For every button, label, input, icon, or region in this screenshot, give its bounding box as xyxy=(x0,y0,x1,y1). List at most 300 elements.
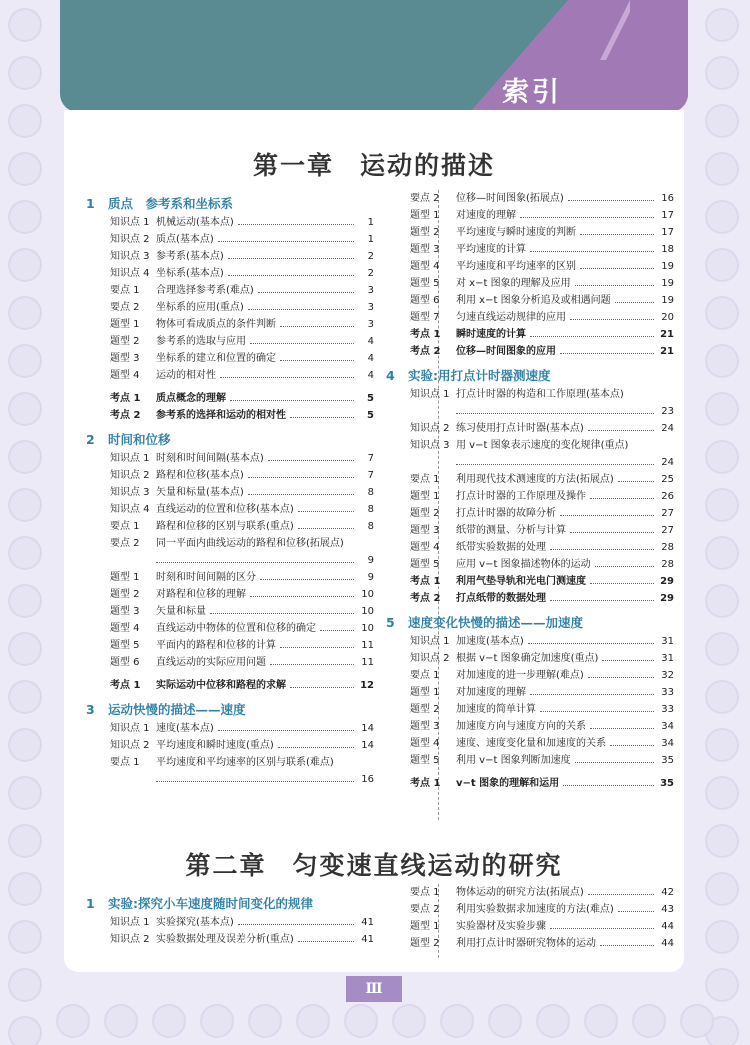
entry-text: 对加速度的进一步理解(难点) xyxy=(456,670,584,681)
entry-text: 平均速度和瞬时速度(重点) xyxy=(156,740,274,751)
pattern-circle xyxy=(705,536,739,570)
index-entry[interactable] xyxy=(84,603,374,620)
entry-tag: 知识点 3 xyxy=(410,440,450,451)
index-entry[interactable] xyxy=(384,718,674,735)
index-entry[interactable] xyxy=(384,326,674,343)
entry-page: 1 xyxy=(367,217,374,228)
index-entry[interactable] xyxy=(84,231,374,248)
pattern-circle xyxy=(536,1004,570,1038)
entry-page: 21 xyxy=(660,329,674,340)
index-entry[interactable] xyxy=(84,931,374,948)
leader-dots xyxy=(290,407,354,418)
index-entry[interactable] xyxy=(384,292,674,309)
leader-dots xyxy=(570,522,654,533)
entry-tag: 题型 1 xyxy=(410,210,440,221)
index-entry[interactable] xyxy=(84,390,374,407)
entry-tag: 题型 2 xyxy=(410,508,440,519)
entry-page: 31 xyxy=(661,636,674,647)
index-entry[interactable] xyxy=(384,556,674,573)
leader-dots xyxy=(530,684,654,695)
entry-text: 匀速直线运动规律的应用 xyxy=(456,312,566,323)
entry-page: 9 xyxy=(367,555,374,566)
pattern-circle xyxy=(8,248,42,282)
entry-page: 7 xyxy=(367,470,374,481)
chapter-1-heading xyxy=(64,146,684,182)
entry-page: 28 xyxy=(661,559,674,570)
entry-tag: 题型 5 xyxy=(410,755,440,766)
entry-page: 5 xyxy=(367,393,374,404)
pattern-circle xyxy=(705,56,739,90)
pattern-circle xyxy=(8,872,42,906)
entry-text: 质点概念的理解 xyxy=(156,393,226,404)
chapter-2-left-column xyxy=(84,894,374,948)
pattern-circle xyxy=(8,728,42,762)
pattern-circle xyxy=(8,440,42,474)
index-entry[interactable] xyxy=(84,754,374,771)
entry-page: 44 xyxy=(661,921,674,932)
index-entry[interactable] xyxy=(84,450,374,467)
entry-text: 平均速度的计算 xyxy=(456,244,526,255)
entry-tag: 题型 4 xyxy=(410,542,440,553)
entry-page: 4 xyxy=(367,353,374,364)
pattern-circle xyxy=(8,152,42,186)
entry-tag: 题型 5 xyxy=(410,559,440,570)
entry-tag: 要点 1 xyxy=(110,285,140,296)
entry-tag: 要点 1 xyxy=(110,521,140,532)
entry-tag: 知识点 2 xyxy=(110,934,150,945)
entry-text: 运动的相对性 xyxy=(156,370,216,381)
entry-text: 时刻和时间间隔(基本点) xyxy=(156,453,264,464)
index-entry[interactable] xyxy=(384,505,674,522)
leader-dots xyxy=(588,884,654,895)
leader-dots xyxy=(220,367,354,378)
pattern-circle xyxy=(705,440,739,474)
entry-text: 机械运动(基本点) xyxy=(156,217,234,228)
index-entry[interactable] xyxy=(84,586,374,603)
entry-text: 物体可看成质点的条件判断 xyxy=(156,319,276,330)
entry-page: 2 xyxy=(367,268,374,279)
entry-text: 路程和位移的区别与联系(重点) xyxy=(156,521,294,532)
index-entry[interactable] xyxy=(84,501,374,518)
entry-tag: 考点 2 xyxy=(410,346,441,357)
entry-page: 1 xyxy=(367,234,374,245)
pattern-circle xyxy=(104,1004,138,1038)
section-title: 质点 参考系和坐标系 xyxy=(108,196,234,211)
index-entry[interactable] xyxy=(84,316,374,333)
index-entry[interactable] xyxy=(384,752,674,769)
entry-page: 21 xyxy=(660,346,674,357)
entry-page: 4 xyxy=(367,370,374,381)
entry-tag: 知识点 4 xyxy=(110,504,150,515)
index-entry[interactable] xyxy=(84,720,374,737)
entry-text: 坐标系(基本点) xyxy=(156,268,224,279)
entry-text: 质点(基本点) xyxy=(156,234,214,245)
entry-page: 5 xyxy=(367,410,374,421)
entry-text: 同一平面内曲线运动的路程和位移(拓展点) xyxy=(156,538,344,549)
index-entry[interactable] xyxy=(384,437,674,454)
pattern-circle xyxy=(8,488,42,522)
index-entry[interactable] xyxy=(384,650,674,667)
entry-tag: 题型 4 xyxy=(410,261,440,272)
index-entry[interactable] xyxy=(84,248,374,265)
pattern-circle xyxy=(8,968,42,1002)
index-entry[interactable] xyxy=(84,654,374,671)
pattern-circle xyxy=(705,968,739,1002)
entry-page: 24 xyxy=(661,457,674,468)
index-entry[interactable] xyxy=(84,467,374,484)
pattern-circle xyxy=(705,392,739,426)
entry-tag: 要点 2 xyxy=(110,302,140,313)
entry-page: 19 xyxy=(661,295,674,306)
index-entry[interactable] xyxy=(84,637,374,654)
entry-page: 8 xyxy=(367,521,374,532)
leader-dots xyxy=(298,501,354,512)
index-entry[interactable] xyxy=(384,735,674,752)
pattern-circle xyxy=(8,824,42,858)
index-entry[interactable] xyxy=(384,539,674,556)
entry-page: 2 xyxy=(367,251,374,262)
index-entry[interactable] xyxy=(384,343,674,360)
index-entry-continuation xyxy=(384,454,674,471)
entry-page: 19 xyxy=(661,278,674,289)
entry-page: 35 xyxy=(660,778,674,789)
index-entry-continuation xyxy=(84,552,374,569)
entry-tag: 题型 7 xyxy=(410,312,440,323)
entry-tag: 题型 1 xyxy=(110,319,140,330)
pattern-circle xyxy=(344,1004,378,1038)
entry-tag: 题型 4 xyxy=(110,623,140,634)
entry-tag: 题型 1 xyxy=(410,687,440,698)
index-entry[interactable] xyxy=(384,901,674,918)
entry-tag: 知识点 2 xyxy=(110,740,150,751)
entry-text: 位移—时间图象的应用 xyxy=(456,346,556,357)
leader-dots xyxy=(540,701,654,712)
index-entry[interactable] xyxy=(84,214,374,231)
index-entry[interactable] xyxy=(384,701,674,718)
index-entry[interactable] xyxy=(84,677,374,694)
entry-text: 速度、速度变化量和加速度的关系 xyxy=(456,738,606,749)
index-entry-continuation xyxy=(384,403,674,420)
leader-dots xyxy=(600,935,654,946)
leader-dots xyxy=(218,231,354,242)
entry-text: 练习使用打点计时器(基本点) xyxy=(456,423,584,434)
chapter-1-title: 运动的描述 xyxy=(360,151,496,180)
index-entry[interactable] xyxy=(384,918,674,935)
entry-text: 加速度(基本点) xyxy=(456,636,524,647)
entry-tag: 要点 2 xyxy=(410,193,440,204)
leader-dots xyxy=(278,737,354,748)
leader-dots xyxy=(280,316,354,327)
index-entry[interactable] xyxy=(384,420,674,437)
entry-text: 对速度的理解 xyxy=(456,210,516,221)
entry-tag: 要点 1 xyxy=(410,887,440,898)
leader-dots xyxy=(268,450,354,461)
entry-tag: 知识点 2 xyxy=(110,470,150,481)
leader-dots xyxy=(580,258,654,269)
entry-tag: 题型 4 xyxy=(110,370,140,381)
leader-dots xyxy=(550,590,654,601)
pattern-circle xyxy=(8,56,42,90)
pattern-circle xyxy=(705,200,739,234)
entry-tag: 知识点 1 xyxy=(110,217,150,228)
pattern-circle xyxy=(584,1004,618,1038)
entry-text: 直线运动的实际应用问题 xyxy=(156,657,266,668)
pattern-circle xyxy=(705,344,739,378)
entry-tag: 题型 6 xyxy=(110,657,140,668)
entry-tag: 知识点 4 xyxy=(110,268,150,279)
pattern-circle xyxy=(8,584,42,618)
pattern-circle xyxy=(705,584,739,618)
entry-page: 17 xyxy=(661,227,674,238)
entry-text: 利用现代技术测速度的方法(拓展点) xyxy=(456,474,614,485)
leader-dots xyxy=(550,918,654,929)
leader-dots xyxy=(575,752,654,763)
leader-dots xyxy=(156,771,354,782)
pattern-circle xyxy=(8,632,42,666)
section-heading xyxy=(86,700,374,720)
section-heading xyxy=(86,194,374,214)
entry-tag: 要点 1 xyxy=(110,757,140,768)
chapter-2-right-column xyxy=(384,884,674,952)
index-entry[interactable] xyxy=(384,633,674,650)
entry-tag: 知识点 1 xyxy=(110,723,150,734)
index-entry[interactable] xyxy=(384,684,674,701)
section-heading xyxy=(386,366,674,386)
entry-page: 32 xyxy=(661,670,674,681)
index-entry[interactable] xyxy=(384,275,674,292)
leader-dots xyxy=(228,248,354,259)
entry-tag: 要点 2 xyxy=(110,538,140,549)
pattern-circle xyxy=(200,1004,234,1038)
pattern-circle xyxy=(8,1016,42,1045)
entry-page: 8 xyxy=(367,487,374,498)
entry-page: 34 xyxy=(661,721,674,732)
leader-dots xyxy=(563,775,654,786)
entry-text: 对路程和位移的理解 xyxy=(156,589,246,600)
entry-text: 物体运动的研究方法(拓展点) xyxy=(456,887,584,898)
section-title: 时间和位移 xyxy=(108,432,171,447)
entry-page: 27 xyxy=(661,508,674,519)
entry-tag: 要点 1 xyxy=(410,474,440,485)
section-title: 实验:用打点计时器测速度 xyxy=(408,368,551,383)
leader-dots xyxy=(230,390,354,401)
index-entry-continuation xyxy=(84,771,374,788)
chapter-1-right-column xyxy=(384,190,674,792)
entry-text: 加速度方向与速度方向的关系 xyxy=(456,721,586,732)
leader-dots xyxy=(568,190,654,201)
entry-page: 19 xyxy=(661,261,674,272)
leader-dots xyxy=(250,586,354,597)
pattern-circle xyxy=(8,776,42,810)
entry-tag: 知识点 2 xyxy=(410,423,450,434)
entry-text: 对 x−t 图象的理解及应用 xyxy=(456,278,571,289)
index-entry[interactable] xyxy=(84,282,374,299)
entry-page: 4 xyxy=(367,336,374,347)
entry-text: 纸带的测量、分析与计算 xyxy=(456,525,566,536)
entry-text: 应用 v−t 图象描述物体的运动 xyxy=(456,559,591,570)
entry-tag: 知识点 1 xyxy=(410,389,450,400)
entry-page: 43 xyxy=(661,904,674,915)
pattern-circle xyxy=(8,296,42,330)
leader-dots xyxy=(588,420,654,431)
index-entry[interactable] xyxy=(84,737,374,754)
index-entry[interactable] xyxy=(84,265,374,282)
index-entry[interactable] xyxy=(84,333,374,350)
entry-tag: 知识点 2 xyxy=(410,653,450,664)
entry-text: 直线运动的位置和位移(基本点) xyxy=(156,504,294,515)
entry-page: 29 xyxy=(660,576,674,587)
entry-page: 11 xyxy=(361,640,374,651)
pattern-circle xyxy=(705,248,739,282)
leader-dots xyxy=(298,931,354,942)
entry-page: 8 xyxy=(367,504,374,515)
entry-page: 31 xyxy=(661,653,674,664)
leader-dots xyxy=(530,326,654,337)
section-number: 4 xyxy=(386,368,395,383)
entry-text: 实验数据处理及误差分析(重点) xyxy=(156,934,294,945)
pattern-circle xyxy=(56,1004,90,1038)
entry-text: 实际运动中位移和路程的求解 xyxy=(156,680,286,691)
leader-dots xyxy=(456,454,654,465)
entry-page: 10 xyxy=(361,606,374,617)
entry-text: 利用实验数据求加速度的方法(难点) xyxy=(456,904,614,915)
entry-text: 坐标系的应用(重点) xyxy=(156,302,244,313)
entry-page: 10 xyxy=(361,589,374,600)
leader-dots xyxy=(595,556,654,567)
chapter-1-left-column xyxy=(84,194,374,788)
index-entry[interactable] xyxy=(384,488,674,505)
entry-tag: 题型 2 xyxy=(410,704,440,715)
index-entry[interactable] xyxy=(84,484,374,501)
entry-page: 26 xyxy=(661,491,674,502)
page-number: Ⅲ xyxy=(346,976,402,1002)
entry-page: 3 xyxy=(367,302,374,313)
index-entry[interactable] xyxy=(84,569,374,586)
index-entry[interactable] xyxy=(84,535,374,552)
leader-dots xyxy=(528,633,654,644)
entry-text: 打点计时器的故障分析 xyxy=(456,508,556,519)
entry-page: 3 xyxy=(367,319,374,330)
entry-page: 14 xyxy=(361,723,374,734)
pattern-circle xyxy=(680,1004,714,1038)
section-heading xyxy=(86,430,374,450)
entry-tag: 题型 3 xyxy=(410,525,440,536)
entry-tag: 知识点 3 xyxy=(110,251,150,262)
index-entry[interactable] xyxy=(84,914,374,931)
entry-page: 25 xyxy=(661,474,674,485)
entry-tag: 题型 4 xyxy=(410,738,440,749)
index-entry[interactable] xyxy=(84,620,374,637)
entry-page: 29 xyxy=(660,593,674,604)
index-entry[interactable] xyxy=(384,386,674,403)
leader-dots xyxy=(550,539,654,550)
chapter-2-title: 匀变速直线运动的研究 xyxy=(292,851,563,880)
index-entry[interactable] xyxy=(84,518,374,535)
index-entry[interactable] xyxy=(384,190,674,207)
leader-dots xyxy=(456,403,654,414)
entry-text: 矢量和标量(基本点) xyxy=(156,487,244,498)
leader-dots xyxy=(248,299,354,310)
index-entry[interactable] xyxy=(384,573,674,590)
index-entry[interactable] xyxy=(84,350,374,367)
leader-dots xyxy=(280,637,354,648)
index-entry[interactable] xyxy=(384,667,674,684)
entry-tag: 知识点 1 xyxy=(110,917,150,928)
index-entry[interactable] xyxy=(84,367,374,384)
pattern-circle xyxy=(8,344,42,378)
entry-page: 41 xyxy=(361,917,374,928)
entry-text: 矢量和标量 xyxy=(156,606,206,617)
pattern-circle xyxy=(705,776,739,810)
entry-page: 20 xyxy=(661,312,674,323)
entry-tag: 题型 3 xyxy=(110,606,140,617)
index-entry[interactable] xyxy=(384,471,674,488)
index-entry[interactable] xyxy=(384,935,674,952)
leader-dots xyxy=(238,914,354,925)
entry-tag: 考点 1 xyxy=(410,329,441,340)
entry-tag: 考点 1 xyxy=(110,393,141,404)
entry-page: 12 xyxy=(360,680,374,691)
entry-page: 11 xyxy=(361,657,374,668)
pattern-circle xyxy=(8,104,42,138)
entry-text: 实验器材及实验步骤 xyxy=(456,921,546,932)
index-entry[interactable] xyxy=(384,775,674,792)
pattern-circle xyxy=(8,200,42,234)
pattern-circle xyxy=(8,920,42,954)
entry-text: 利用打点计时器研究物体的运动 xyxy=(456,938,596,949)
entry-text: 参考系(基本点) xyxy=(156,251,224,262)
section-heading xyxy=(86,894,374,914)
index-entry[interactable] xyxy=(384,224,674,241)
index-entry[interactable] xyxy=(384,258,674,275)
index-entry[interactable] xyxy=(384,207,674,224)
leader-dots xyxy=(560,505,654,516)
entry-text: 纸带实验数据的处理 xyxy=(456,542,546,553)
pattern-circle xyxy=(705,104,739,138)
entry-text: 平均速度和平均速率的区别 xyxy=(456,261,576,272)
chapter-1-number: 第一章 xyxy=(252,151,334,180)
leader-dots xyxy=(610,735,654,746)
leader-dots xyxy=(618,471,654,482)
index-entry[interactable] xyxy=(384,884,674,901)
entry-tag: 知识点 2 xyxy=(110,234,150,245)
entry-text: 根据 v−t 图象确定加速度(重点) xyxy=(456,653,599,664)
pattern-circle xyxy=(705,152,739,186)
entry-text: 速度(基本点) xyxy=(156,723,214,734)
leader-dots xyxy=(298,518,354,529)
index-entry[interactable] xyxy=(84,407,374,424)
leader-dots xyxy=(250,333,354,344)
index-entry[interactable] xyxy=(384,309,674,326)
entry-text: 用 v−t 图象表示速度的变化规律(重点) xyxy=(456,440,629,451)
entry-text: 平均速度与瞬时速度的判断 xyxy=(456,227,576,238)
pattern-circle xyxy=(488,1004,522,1038)
leader-dots xyxy=(602,650,654,661)
entry-tag: 题型 3 xyxy=(410,244,440,255)
leader-dots xyxy=(580,224,654,235)
entry-tag: 题型 2 xyxy=(410,227,440,238)
index-entry[interactable] xyxy=(384,522,674,539)
entry-page: 28 xyxy=(661,542,674,553)
entry-page: 10 xyxy=(361,623,374,634)
pattern-circle xyxy=(705,824,739,858)
leader-dots xyxy=(270,654,354,665)
pattern-circle xyxy=(8,392,42,426)
index-entry[interactable] xyxy=(384,241,674,258)
pattern-circle xyxy=(8,680,42,714)
index-entry[interactable] xyxy=(84,299,374,316)
index-entry[interactable] xyxy=(384,590,674,607)
